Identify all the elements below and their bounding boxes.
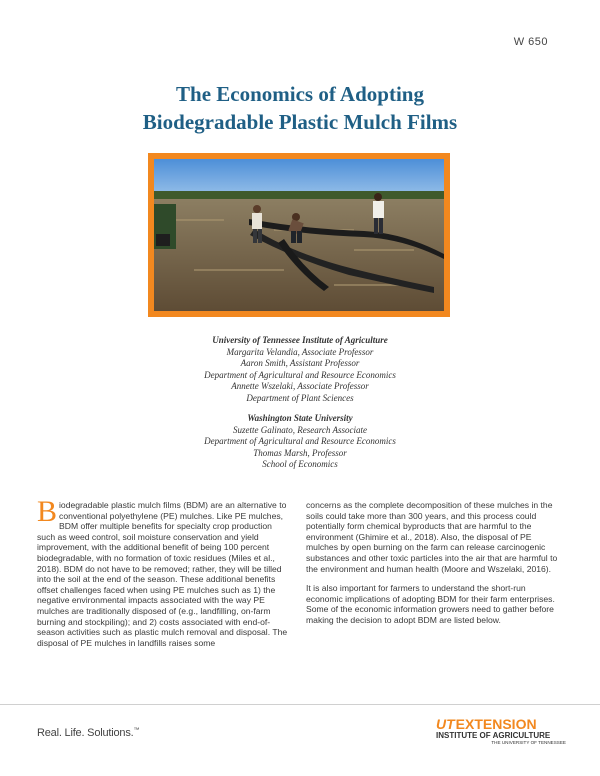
ut-extension-logo — [436, 717, 566, 746]
logo-university: THE UNIVERSITY OF TENNESSEE — [491, 740, 566, 745]
body-column-left — [37, 495, 289, 657]
title-line-1: The Economics of Adopting — [176, 82, 424, 106]
body-paragraph: It is also important for farmers to understand the short-run economic implications of adopting BDM for their farm enterprises. Some of the economic information growers need to gather before making the decision to adopt BDM are listed below. — [306, 583, 555, 625]
logo-institute: INSTITUTE OF AGRICULTURE — [436, 731, 551, 740]
footer-divider — [0, 704, 600, 705]
author-line: Department of Agricultural and Resource Economics — [204, 436, 396, 446]
logo-wordmark — [436, 717, 566, 731]
org-name: University of Tennessee Institute of Agriculture — [212, 335, 388, 345]
author-line: Aaron Smith, Assistant Professor — [240, 358, 360, 368]
worker-left — [252, 205, 262, 243]
author-line: Suzette Galinato, Research Associate — [233, 424, 367, 435]
body-column-right — [306, 500, 558, 635]
author-line: Annette Wszelaki, Associate Professor — [231, 381, 369, 391]
org-name: Washington State University — [247, 413, 353, 423]
author-list — [0, 335, 600, 471]
logo-extension: EXTENSION — [455, 716, 537, 732]
author-line: Department of Plant Sciences — [246, 392, 354, 403]
trademark-symbol: ™ — [133, 727, 140, 734]
body-paragraph — [37, 495, 289, 648]
paragraph-text: iodegradable plastic mulch films (BDM) are an alternative to conventional polyethylene (PE) mulches. Like PE mulches, BDM offer multiple benefits for specialty crop production such as weed control, soil moisture conservation and yield improvement, with the additional benefit of being 100 percent biodegradable, with no formation of toxic residues (Miles et al., 2018). BDM do not have to be removed; rather, they will be tilled into the soil at the end of the season. These additional benefits offset challenges faced when using PE mulches such as 1) the negative environmental impacts associated with the way PE mulches are traditionally disposed of (e.g., landfilling, on-farm burning and stockpiling); and 2) costs associated with end-of-season activities such as plastic mulch removal and disposal. The disposal of PE mulches in landfills raises some — [37, 500, 288, 648]
page-title — [0, 80, 600, 136]
drop-cap: B — [37, 495, 58, 528]
publication-number: W 650 — [513, 36, 548, 48]
author-line: Department of Agricultural and Resource Economics — [204, 369, 396, 380]
author-line: Margarita Velandia, Associate Professor — [226, 346, 374, 357]
author-line: School of Economics — [262, 459, 338, 469]
tagline-text: Real. Life. Solutions. — [37, 727, 134, 739]
logo-ut: UT — [436, 716, 455, 732]
author-line: Thomas Marsh, Professor — [253, 447, 347, 458]
photo-illustration — [154, 159, 444, 311]
field-workers-photo — [148, 153, 450, 317]
footer-tagline — [37, 727, 139, 739]
body-paragraph: concerns as the complete decomposition of these mulches in the soils could take more than 300 years, and this process could potentially form chemical byproducts that are harmful to the environment (Ghimire et al., 2018). Also, the disposal of PE mulches by open burning on the farm can release carcinogenic substances and other toxic particles into the air that are harmful to the environment and human health (Moore and Wszelaki, 2016). — [306, 500, 558, 574]
title-line-2: Biodegradable Plastic Mulch Films — [142, 110, 458, 134]
